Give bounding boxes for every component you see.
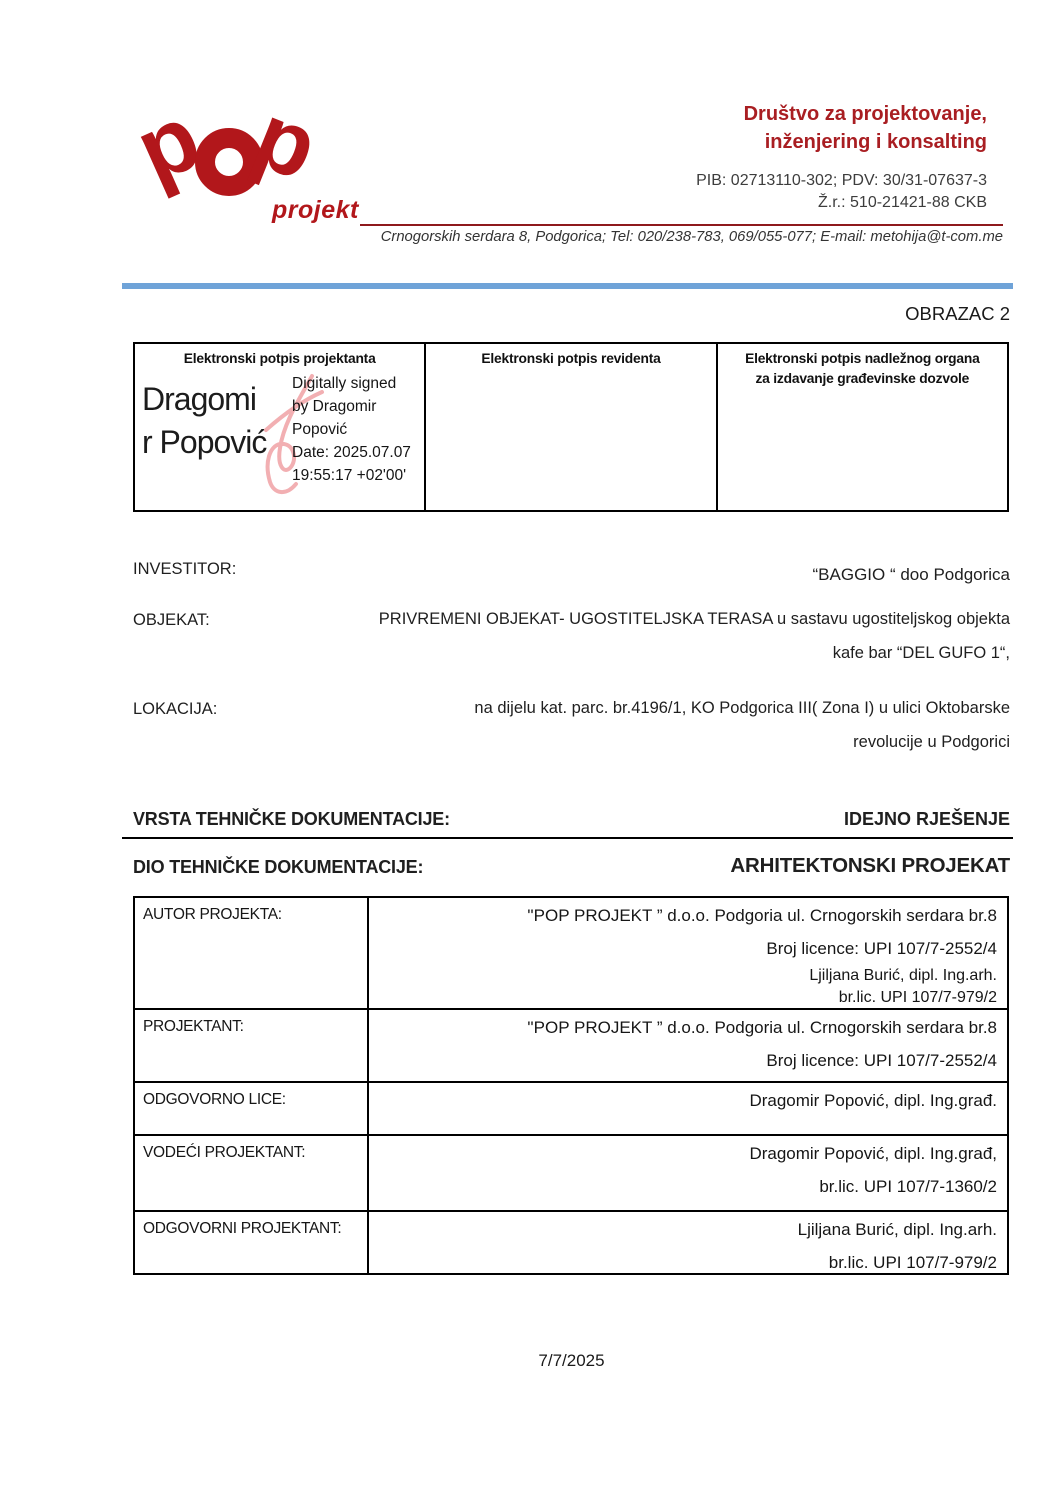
vodeci-projektant-label: VODEĆI PROJEKTANT: [135, 1136, 369, 1210]
signature-cell-projektant [135, 344, 424, 510]
vrsta-dokumentacije-value: IDEJNO RJEŠENJE [843, 809, 1010, 829]
table-row [135, 1134, 1007, 1210]
logo-letter-p-left: p [121, 85, 215, 203]
pib-line: PIB: 02713110-302; PDV: 30/31-07637-3 [696, 172, 987, 189]
dio-dokumentacije-value: ARHITEKTONSKI PROJEKAT [730, 854, 1010, 877]
participants-table [133, 896, 1009, 1275]
signature-col1-header: Elektronski potpis projektanta [183, 351, 376, 366]
bank-account-line: Ž.r.: 510-21421-88 CKB [818, 194, 987, 211]
signature-col2-header: Elektronski potpis revidenta [481, 351, 661, 366]
projektant-value: ''POP PROJEKT ” d.o.o. Podgoria ul. Crnogorskih serdara br.8 Broj licence: UPI 107/7-2552/4 [527, 1018, 997, 1070]
signature-cell-revident [424, 344, 715, 510]
logo-subtitle: projekt [272, 196, 359, 224]
odgovorno-lice-value: Dragomir Popović, dipl. Ing.građ. [749, 1091, 997, 1110]
signature-details: Digitally signed by Dragomir Popović Date: 2025.07.07 19:55:17 +02'00' [292, 375, 411, 484]
odgovorni-projektant-value: Ljiljana Burić, dipl. Ing.arh. br.lic. UPI 107/7-979/2 [797, 1220, 997, 1272]
company-tagline [744, 100, 987, 156]
table-row [135, 898, 1007, 1008]
table-row [135, 1081, 1007, 1134]
table-row [135, 1008, 1007, 1081]
table-row [135, 1210, 1007, 1273]
tagline-line-2: inženjering i konsalting [764, 131, 987, 153]
odgovorni-projektant-label: ODGOVORNI PROJEKTANT: [135, 1212, 369, 1273]
autor-projekta-value: ''POP PROJEKT ” d.o.o. Podgoria ul. Crnogorskih serdara br.8 Broj licence: UPI 107/7-2552/4 Ljiljana Burić, dipl. Ing.arh. br.lic. UPI 107/7-979/2 [527, 906, 997, 1006]
letterhead-rule [360, 224, 1003, 226]
objekat-value: PRIVREMENI OBJEKAT- UGOSTITELJSKA TERASA u sastavu ugostiteljskog objekta kafe bar “DEL GUFO 1“, [378, 610, 1010, 662]
dio-dokumentacije-label: DIO TEHNIČKE DOKUMENTACIJE: [133, 857, 424, 877]
vodeci-projektant-value: Dragomir Popović, dipl. Ing.građ, br.lic. UPI 107/7-1360/2 [749, 1144, 997, 1196]
projektant-label: PROJEKTANT: [135, 1010, 369, 1081]
documentation-divider-rule [122, 837, 1013, 839]
investitor-label: INVESTITOR: [133, 560, 237, 578]
footer-date: 7/7/2025 [538, 1351, 605, 1370]
company-registration [696, 170, 987, 214]
investitor-value: “BAGGIO “ doo Podgorica [812, 565, 1010, 584]
lokacija-value: na dijelu kat. parc. br.4196/1, KO Podgorica III( Zona I) u ulici Oktobarske revolucije u Podgorici [474, 699, 1010, 751]
odgovorno-lice-label: ODGOVORNO LICE: [135, 1083, 369, 1134]
company-address-line: Crnogorskih serdara 8, Podgorica; Tel: 020/238-783, 069/055-077; E-mail: metohija@t-com.me [380, 229, 1003, 245]
digital-signature [140, 372, 419, 500]
signature-table [133, 342, 1009, 512]
page-divider-rule [122, 283, 1013, 289]
objekat-label: OBJEKAT: [133, 611, 210, 629]
signature-col3-header: Elektronski potpis nadležnog organa za izdavanje građevinske dozvole [745, 351, 980, 386]
autor-projekta-label: AUTOR PROJEKTA: [135, 898, 369, 1008]
logo-letter-p-right: p [240, 84, 332, 200]
tagline-line-1: Društvo za projektovanje, [743, 103, 987, 125]
signature-name: Dragomi r Popović [142, 381, 267, 460]
form-label: OBRAZAC 2 [905, 303, 1010, 324]
signature-cell-nadlezni-organ [716, 344, 1007, 510]
vrsta-dokumentacije-label: VRSTA TEHNIČKE DOKUMENTACIJE: [133, 809, 450, 829]
lokacija-label: LOKACIJA: [133, 700, 218, 718]
